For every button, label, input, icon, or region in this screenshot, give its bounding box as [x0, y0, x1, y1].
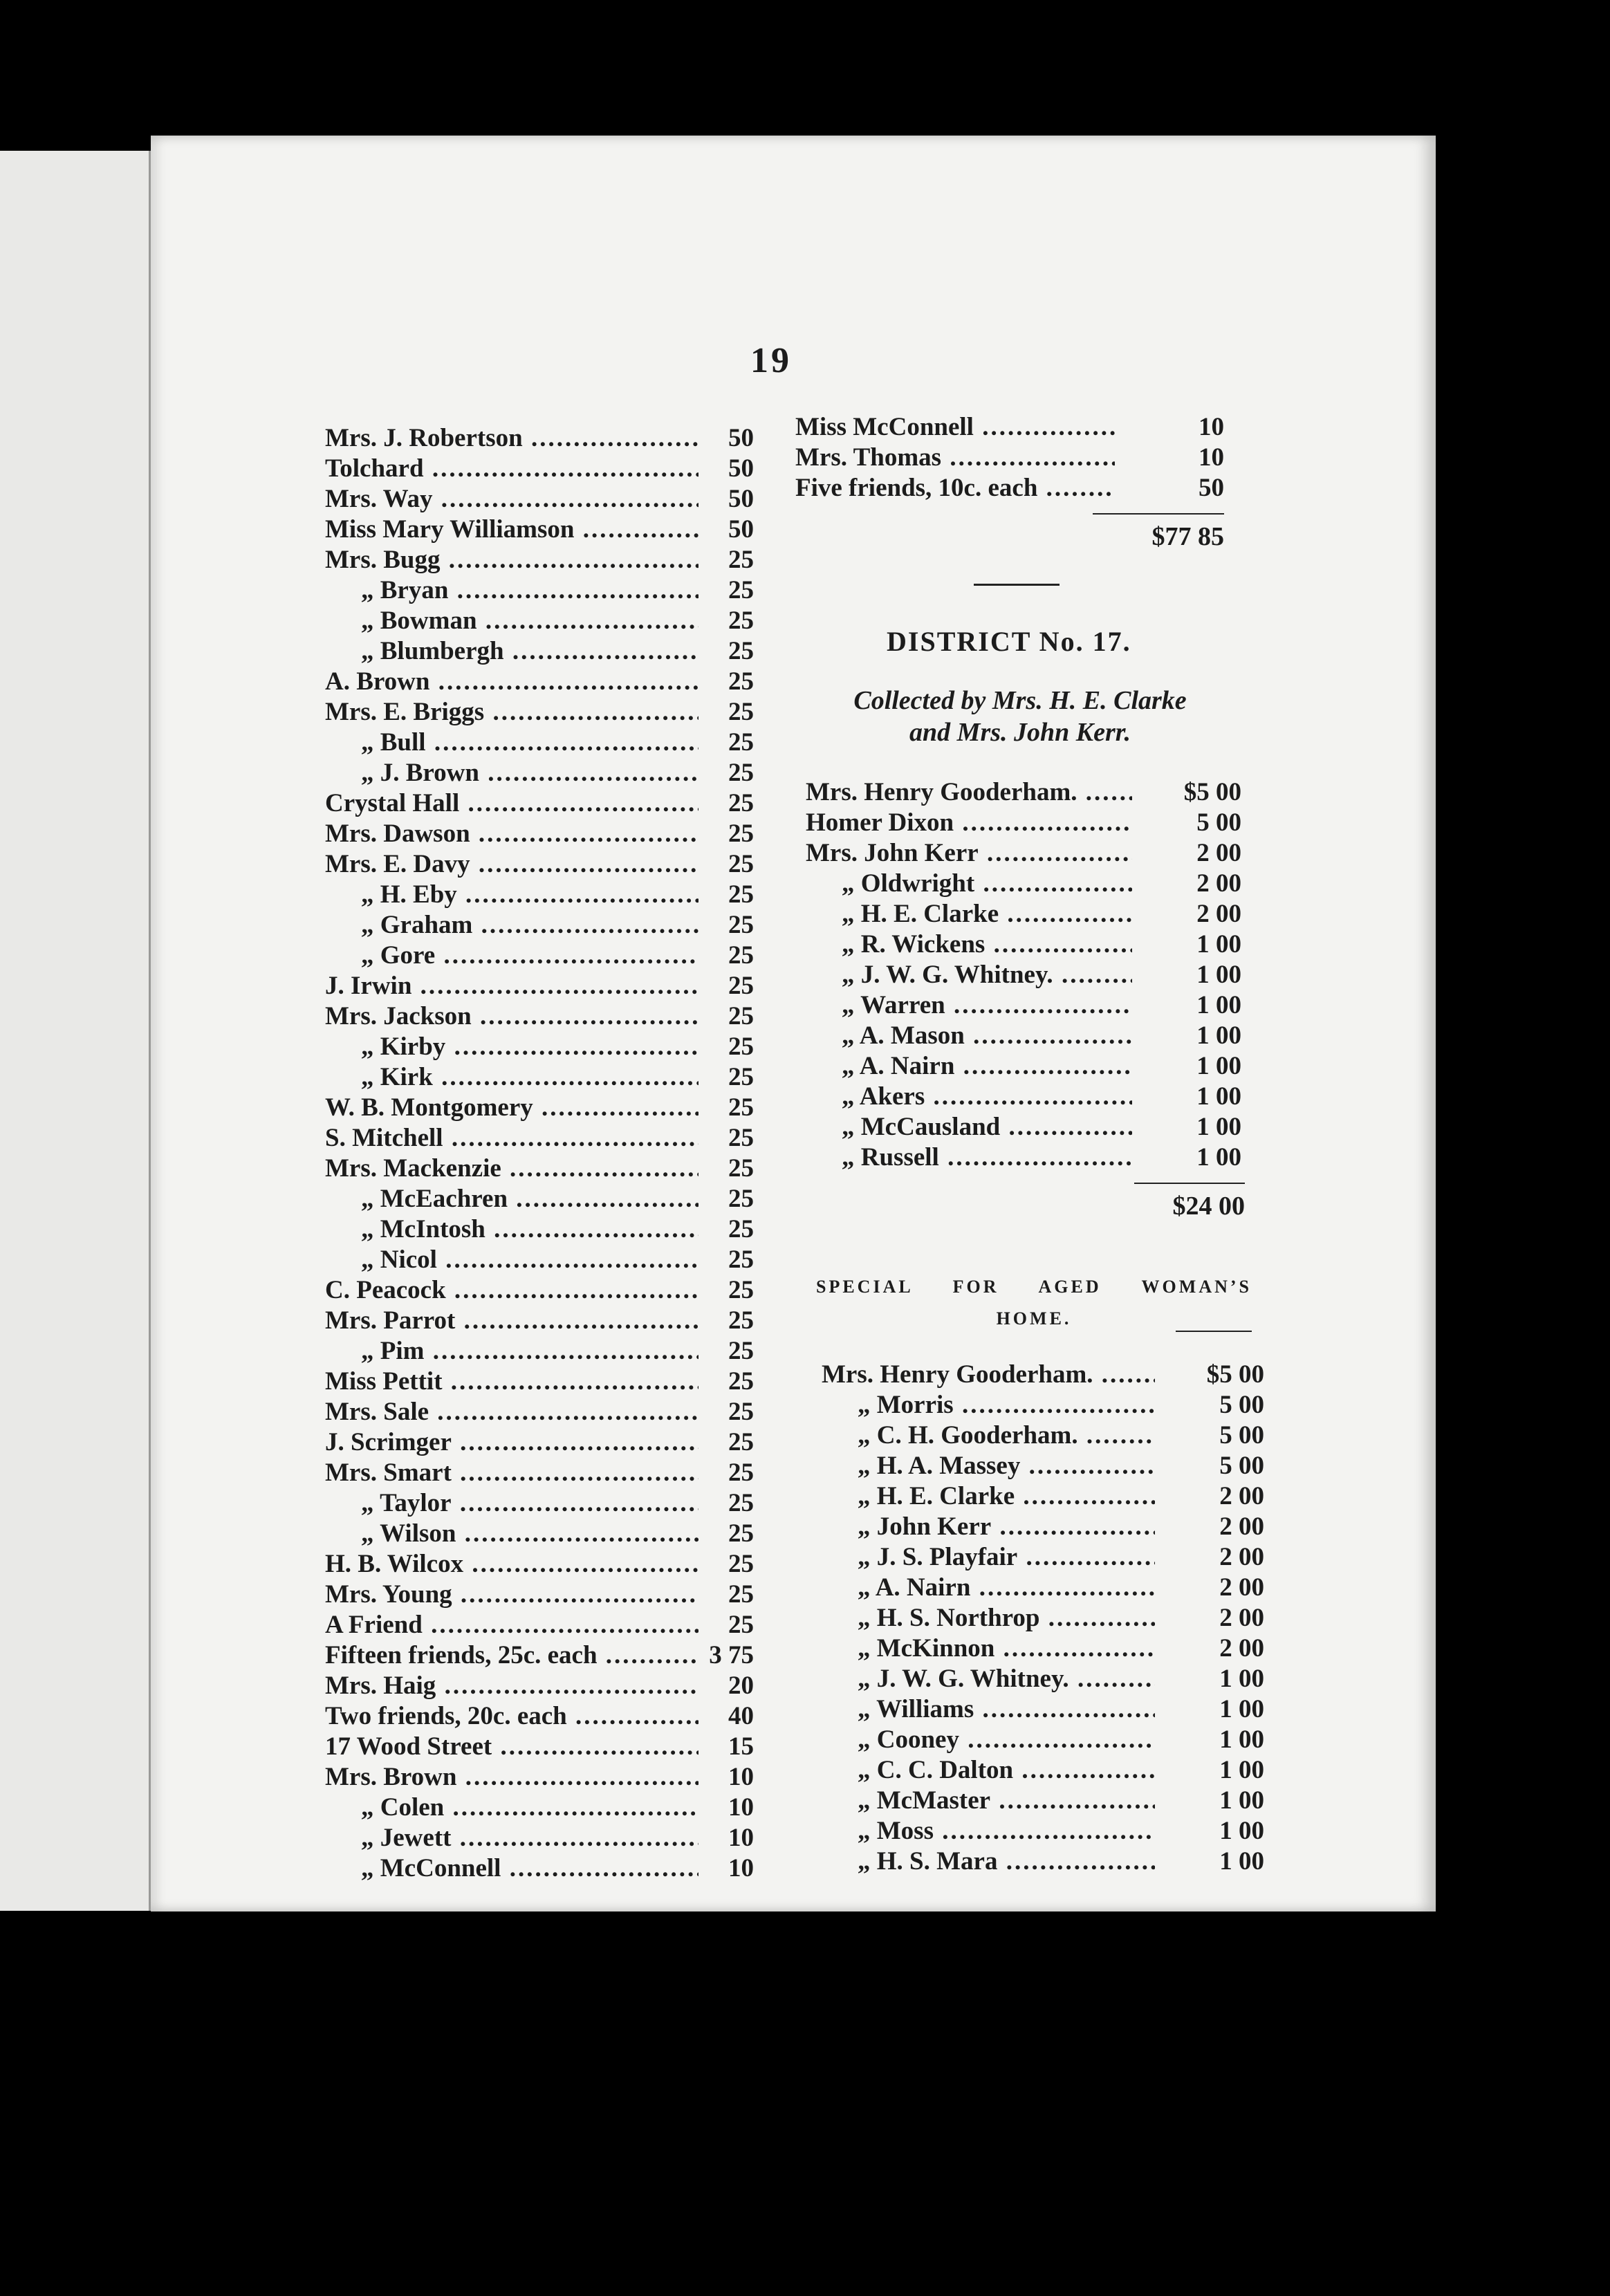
- donation-amount: 2 00: [1196, 869, 1241, 898]
- donor-name: H. B. Wilcox .....: [325, 1549, 698, 1579]
- list-item: [806, 1021, 1241, 1051]
- left-donor-list: [325, 423, 754, 1884]
- right-top-donor-list: [795, 412, 1224, 503]
- donor-name: Mrs. Dawson .....: [325, 819, 698, 849]
- donation-amount: 25: [728, 850, 754, 878]
- list-item: [822, 1360, 1264, 1390]
- donation-amount: 2 00: [1219, 1482, 1264, 1510]
- list-item: [325, 1397, 754, 1427]
- collected-line-1: Collected by Mrs. H. E. Clarke: [853, 686, 1187, 715]
- donation-amount: 1 00: [1219, 1695, 1264, 1723]
- district-total: $24 00: [1172, 1192, 1245, 1221]
- donation-amount: 25: [728, 1550, 754, 1578]
- list-item: [325, 1853, 754, 1884]
- special-title-line-1: SPECIAL FOR AGED WOMAN’S: [816, 1277, 1252, 1297]
- donor-name: „ H. S. Northrop .....: [822, 1603, 1155, 1633]
- list-item: [806, 808, 1241, 838]
- list-item: [325, 1306, 754, 1336]
- donation-amount: 25: [728, 1246, 754, 1274]
- special-rule: [1176, 1331, 1252, 1332]
- list-item: [325, 1823, 754, 1853]
- district-title: DISTRICT No. 17.: [887, 626, 1131, 657]
- right-top-total: $77 85: [1151, 522, 1224, 551]
- donor-name: J. Scrimger .....: [325, 1427, 698, 1457]
- list-item: [325, 1793, 754, 1823]
- list-item: [806, 1142, 1241, 1173]
- list-item: [806, 1051, 1241, 1082]
- donation-amount: 40: [728, 1702, 754, 1730]
- donation-amount: 25: [728, 1367, 754, 1396]
- list-item: [325, 819, 754, 849]
- donor-name: „ Russell .....: [806, 1142, 1132, 1172]
- donor-name: Miss Pettit .....: [325, 1367, 698, 1396]
- list-item: [325, 1671, 754, 1701]
- donor-name: „ Graham .....: [325, 910, 698, 940]
- list-item: [822, 1542, 1264, 1573]
- donor-name: Mrs. Thomas .....: [795, 443, 1115, 472]
- special-title: [816, 1271, 1252, 1335]
- list-item: [325, 1580, 754, 1610]
- list-item: [325, 788, 754, 819]
- donor-name: Miss Mary Williamson .....: [325, 515, 698, 544]
- donor-name: „ McConnell .....: [325, 1853, 698, 1883]
- donation-amount: 50: [1199, 474, 1224, 502]
- list-item: [325, 728, 754, 758]
- donor-name: Homer Dixon .....: [806, 808, 1132, 837]
- list-item: [325, 1427, 754, 1458]
- donation-amount: 1 00: [1219, 1665, 1264, 1693]
- donation-amount: 10: [728, 1763, 754, 1791]
- donor-name: J. Irwin .....: [325, 971, 698, 1001]
- donor-name: „ J. S. Playfair .....: [822, 1542, 1155, 1572]
- donor-name: „ John Kerr .....: [822, 1512, 1155, 1542]
- donor-name: „ Blumbergh .....: [325, 636, 698, 666]
- list-item: [822, 1694, 1264, 1725]
- donor-name: „ McIntosh .....: [325, 1214, 698, 1244]
- list-item: [325, 484, 754, 515]
- donation-amount: 2 00: [1219, 1543, 1264, 1571]
- donation-amount: 25: [728, 1611, 754, 1639]
- donation-amount: 1 00: [1196, 1143, 1241, 1172]
- donor-name: „ Gore .....: [325, 941, 698, 970]
- donation-amount: 25: [728, 667, 754, 696]
- donation-amount: 10: [1199, 413, 1224, 441]
- donation-amount: 25: [728, 759, 754, 787]
- list-item: [325, 515, 754, 545]
- list-item: [806, 899, 1241, 929]
- donor-name: Mrs. Way .....: [325, 484, 698, 514]
- donation-amount: 1 00: [1219, 1817, 1264, 1845]
- donor-name: „ McKinnon .....: [822, 1633, 1155, 1663]
- donation-amount: 50: [728, 515, 754, 544]
- donor-name: Mrs. Sale .....: [325, 1397, 698, 1427]
- donation-amount: 50: [728, 454, 754, 483]
- list-item: [325, 423, 754, 454]
- donor-name: Mrs. J. Robertson .....: [325, 423, 698, 453]
- donor-name: „ H. S. Mara .....: [822, 1846, 1155, 1876]
- list-item: [806, 960, 1241, 990]
- list-item: [822, 1451, 1264, 1481]
- donation-amount: 5 00: [1219, 1421, 1264, 1450]
- list-item: [822, 1481, 1264, 1512]
- list-item: [325, 1214, 754, 1245]
- donor-name: Mrs. Jackson .....: [325, 1001, 698, 1031]
- list-item: [325, 1701, 754, 1732]
- list-item: [795, 473, 1224, 503]
- donor-name: „ Colen .....: [325, 1793, 698, 1822]
- donor-name: „ H. Eby .....: [325, 880, 698, 909]
- donor-name: Mrs. Haig .....: [325, 1671, 698, 1701]
- donation-amount: 5 00: [1219, 1391, 1264, 1419]
- district-collected-by: [802, 685, 1238, 748]
- donation-amount: 25: [728, 1185, 754, 1213]
- donor-name: Mrs. John Kerr .....: [806, 838, 1132, 868]
- list-item: [325, 1549, 754, 1580]
- donation-amount: 2 00: [1196, 900, 1241, 928]
- list-item: [822, 1725, 1264, 1755]
- list-item: [795, 443, 1224, 473]
- donor-name: Tolchard .....: [325, 454, 698, 483]
- section-divider: [974, 584, 1060, 586]
- list-item: [806, 777, 1241, 808]
- list-item: [325, 575, 754, 606]
- donor-name: Mrs. E. Briggs .....: [325, 697, 698, 727]
- list-item: [325, 1336, 754, 1367]
- donation-amount: 25: [728, 1306, 754, 1335]
- list-item: [806, 929, 1241, 960]
- donor-name: „ H. E. Clarke .....: [806, 899, 1132, 929]
- donor-name: „ Bowman .....: [325, 606, 698, 636]
- donor-name: Mrs. Brown .....: [325, 1762, 698, 1792]
- donation-amount: 10: [1199, 443, 1224, 472]
- donation-amount: 25: [728, 607, 754, 635]
- donor-name: A Friend .....: [325, 1610, 698, 1640]
- donation-amount: 25: [728, 1519, 754, 1548]
- list-item: [795, 412, 1224, 443]
- donation-amount: 25: [728, 972, 754, 1000]
- donor-name: „ Oldwright .....: [806, 869, 1132, 898]
- list-item: [806, 838, 1241, 869]
- donation-amount: 1 00: [1219, 1756, 1264, 1784]
- list-item: [325, 1184, 754, 1214]
- donation-amount: 25: [728, 1428, 754, 1456]
- list-item: [806, 1082, 1241, 1112]
- list-item: [325, 1245, 754, 1275]
- donor-name: A. Brown .....: [325, 667, 698, 696]
- donation-amount: 20: [728, 1672, 754, 1700]
- donor-name: „ C. H. Gooderham. .....: [822, 1420, 1155, 1450]
- donation-amount: 25: [728, 1124, 754, 1152]
- donation-amount: 25: [728, 1033, 754, 1061]
- donation-amount: 25: [728, 789, 754, 817]
- special-title-line-2: HOME.: [996, 1308, 1072, 1328]
- donor-name: „ Warren .....: [806, 990, 1132, 1020]
- donor-name: C. Peacock .....: [325, 1275, 698, 1305]
- donor-name: „ Wilson .....: [325, 1519, 698, 1548]
- donation-amount: 25: [728, 1154, 754, 1183]
- list-item: [325, 1154, 754, 1184]
- donation-amount: 2 00: [1196, 839, 1241, 867]
- right-top-total-block: [1093, 508, 1224, 553]
- page-number: 19: [750, 341, 792, 380]
- list-item: [325, 880, 754, 910]
- list-item: [325, 545, 754, 575]
- donation-amount: 25: [728, 1093, 754, 1122]
- list-item: [325, 1032, 754, 1062]
- previous-page-edge: [0, 151, 151, 1911]
- list-item: [325, 1519, 754, 1549]
- donor-name: „ Jewett .....: [325, 1823, 698, 1853]
- list-item: [325, 910, 754, 941]
- list-item: [325, 697, 754, 728]
- donation-amount: 15: [728, 1732, 754, 1761]
- donation-amount: 1 00: [1196, 930, 1241, 959]
- list-item: [822, 1420, 1264, 1451]
- list-item: [806, 869, 1241, 899]
- donor-name: „ H. E. Clarke .....: [822, 1481, 1155, 1511]
- special-donor-list: [822, 1360, 1264, 1877]
- donation-amount: 25: [728, 637, 754, 665]
- donor-name: Mrs. Henry Gooderham. .....: [806, 777, 1132, 807]
- total-rule: [1093, 513, 1224, 515]
- donation-amount: 25: [728, 1215, 754, 1243]
- donation-amount: 25: [728, 911, 754, 939]
- donation-amount: 25: [728, 1580, 754, 1609]
- donation-amount: 50: [728, 424, 754, 452]
- list-item: [822, 1573, 1264, 1603]
- list-item: [325, 1488, 754, 1519]
- donation-amount: 25: [728, 941, 754, 970]
- list-item: [325, 1762, 754, 1793]
- donation-amount: 1 00: [1219, 1786, 1264, 1815]
- list-item: [822, 1786, 1264, 1816]
- list-item: [806, 1112, 1241, 1142]
- list-item: [325, 454, 754, 484]
- donor-name: „ Kirk .....: [325, 1062, 698, 1092]
- donor-name: „ Taylor .....: [325, 1488, 698, 1518]
- donation-amount: 1 00: [1219, 1847, 1264, 1876]
- donation-amount: 1 00: [1219, 1725, 1264, 1754]
- donor-name: Mrs. Young .....: [325, 1580, 698, 1609]
- donor-name: W. B. Montgomery .....: [325, 1093, 698, 1122]
- donation-amount: 25: [728, 1489, 754, 1517]
- donor-name: Five friends, 10c. each .....: [795, 473, 1115, 503]
- donor-name: Fifteen friends, 25c. each .....: [325, 1640, 698, 1670]
- list-item: [325, 971, 754, 1001]
- list-item: [325, 1123, 754, 1154]
- list-item: [325, 667, 754, 697]
- donor-name: Mrs. Bugg .....: [325, 545, 698, 575]
- donor-name: „ Moss .....: [822, 1816, 1155, 1846]
- list-item: [325, 941, 754, 971]
- donor-name: „ Kirby .....: [325, 1032, 698, 1062]
- donor-name: „ Williams .....: [822, 1694, 1155, 1724]
- donation-amount: 10: [728, 1854, 754, 1882]
- list-item: [822, 1664, 1264, 1694]
- donor-name: Miss McConnell .....: [795, 412, 1115, 442]
- donation-amount: 25: [728, 1337, 754, 1365]
- donor-name: Crystal Hall .....: [325, 788, 698, 818]
- donor-name: S. Mitchell .....: [325, 1123, 698, 1153]
- donation-amount: 2 00: [1219, 1512, 1264, 1541]
- collected-line-2: and Mrs. John Kerr.: [909, 718, 1131, 747]
- donation-amount: 3 75: [709, 1641, 754, 1669]
- donation-amount: 50: [728, 485, 754, 513]
- list-item: [325, 1062, 754, 1093]
- donor-name: Mrs. Smart .....: [325, 1458, 698, 1488]
- donor-name: Mrs. E. Davy .....: [325, 849, 698, 879]
- district-total-block: [1134, 1177, 1245, 1223]
- donor-name: „ McMaster .....: [822, 1786, 1155, 1815]
- list-item: [325, 1732, 754, 1762]
- donor-name: „ McEachren .....: [325, 1184, 698, 1214]
- donor-name: „ A. Nairn .....: [806, 1051, 1132, 1081]
- donor-name: „ A. Mason .....: [806, 1021, 1132, 1050]
- donor-name: „ J. Brown .....: [325, 758, 698, 788]
- donation-amount: 25: [728, 1459, 754, 1487]
- donation-amount: 10: [728, 1824, 754, 1852]
- donation-amount: 1 00: [1196, 1052, 1241, 1080]
- donation-amount: 5 00: [1219, 1452, 1264, 1480]
- donor-name: „ H. A. Massey .....: [822, 1451, 1155, 1481]
- list-item: [822, 1390, 1264, 1420]
- donation-amount: 25: [728, 698, 754, 726]
- donation-amount: 25: [728, 546, 754, 574]
- list-item: [325, 1367, 754, 1397]
- list-item: [325, 1458, 754, 1488]
- donor-name: 17 Wood Street .....: [325, 1732, 698, 1761]
- donation-amount: $5 00: [1183, 778, 1241, 806]
- list-item: [325, 1275, 754, 1306]
- total-rule: [1134, 1183, 1245, 1184]
- donation-amount: 10: [728, 1793, 754, 1822]
- donor-name: Mrs. Mackenzie .....: [325, 1154, 698, 1183]
- donor-name: „ Morris .....: [822, 1390, 1155, 1420]
- donation-amount: 25: [728, 1002, 754, 1030]
- donor-name: „ Cooney .....: [822, 1725, 1155, 1755]
- list-item: [325, 1640, 754, 1671]
- list-item: [822, 1603, 1264, 1633]
- donor-name: „ Nicol .....: [325, 1245, 698, 1275]
- donor-name: „ Bryan .....: [325, 575, 698, 605]
- donor-name: „ C. C. Dalton .....: [822, 1755, 1155, 1785]
- donation-amount: 5 00: [1196, 808, 1241, 837]
- list-item: [822, 1816, 1264, 1846]
- donor-name: Mrs. Parrot .....: [325, 1306, 698, 1335]
- donation-amount: 2 00: [1219, 1573, 1264, 1602]
- donation-amount: 1 00: [1196, 961, 1241, 989]
- list-item: [822, 1846, 1264, 1877]
- donor-name: Two friends, 20c. each .....: [325, 1701, 698, 1731]
- list-item: [325, 1093, 754, 1123]
- donation-amount: 1 00: [1196, 1082, 1241, 1111]
- donation-amount: 25: [728, 1276, 754, 1304]
- list-item: [325, 636, 754, 667]
- list-item: [822, 1512, 1264, 1542]
- donation-amount: 25: [728, 1398, 754, 1426]
- donor-name: „ A. Nairn .....: [822, 1573, 1155, 1602]
- donation-amount: 25: [728, 728, 754, 757]
- donation-amount: 1 00: [1196, 1113, 1241, 1141]
- donation-amount: 25: [728, 576, 754, 604]
- donor-name: „ Bull .....: [325, 728, 698, 757]
- donor-name: „ McCausland .....: [806, 1112, 1132, 1142]
- donation-amount: $5 00: [1206, 1360, 1264, 1389]
- list-item: [822, 1755, 1264, 1786]
- list-item: [325, 606, 754, 636]
- donor-name: „ J. W. G. Whitney. .....: [822, 1664, 1155, 1694]
- donation-amount: 2 00: [1219, 1634, 1264, 1663]
- list-item: [806, 990, 1241, 1021]
- list-item: [822, 1633, 1264, 1664]
- list-item: [325, 849, 754, 880]
- donation-amount: 25: [728, 820, 754, 848]
- donation-amount: 2 00: [1219, 1604, 1264, 1632]
- district-donor-list: [806, 777, 1241, 1173]
- donation-amount: 25: [728, 880, 754, 909]
- donor-name: Mrs. Henry Gooderham. .....: [822, 1360, 1155, 1389]
- donor-name: „ Pim .....: [325, 1336, 698, 1366]
- donation-amount: 25: [728, 1063, 754, 1091]
- donation-amount: 1 00: [1196, 991, 1241, 1019]
- list-item: [325, 758, 754, 788]
- list-item: [325, 1001, 754, 1032]
- list-item: [325, 1610, 754, 1640]
- donation-amount: 1 00: [1196, 1021, 1241, 1050]
- donor-name: „ J. W. G. Whitney. .....: [806, 960, 1132, 990]
- donor-name: „ Akers .....: [806, 1082, 1132, 1111]
- donor-name: „ R. Wickens .....: [806, 929, 1132, 959]
